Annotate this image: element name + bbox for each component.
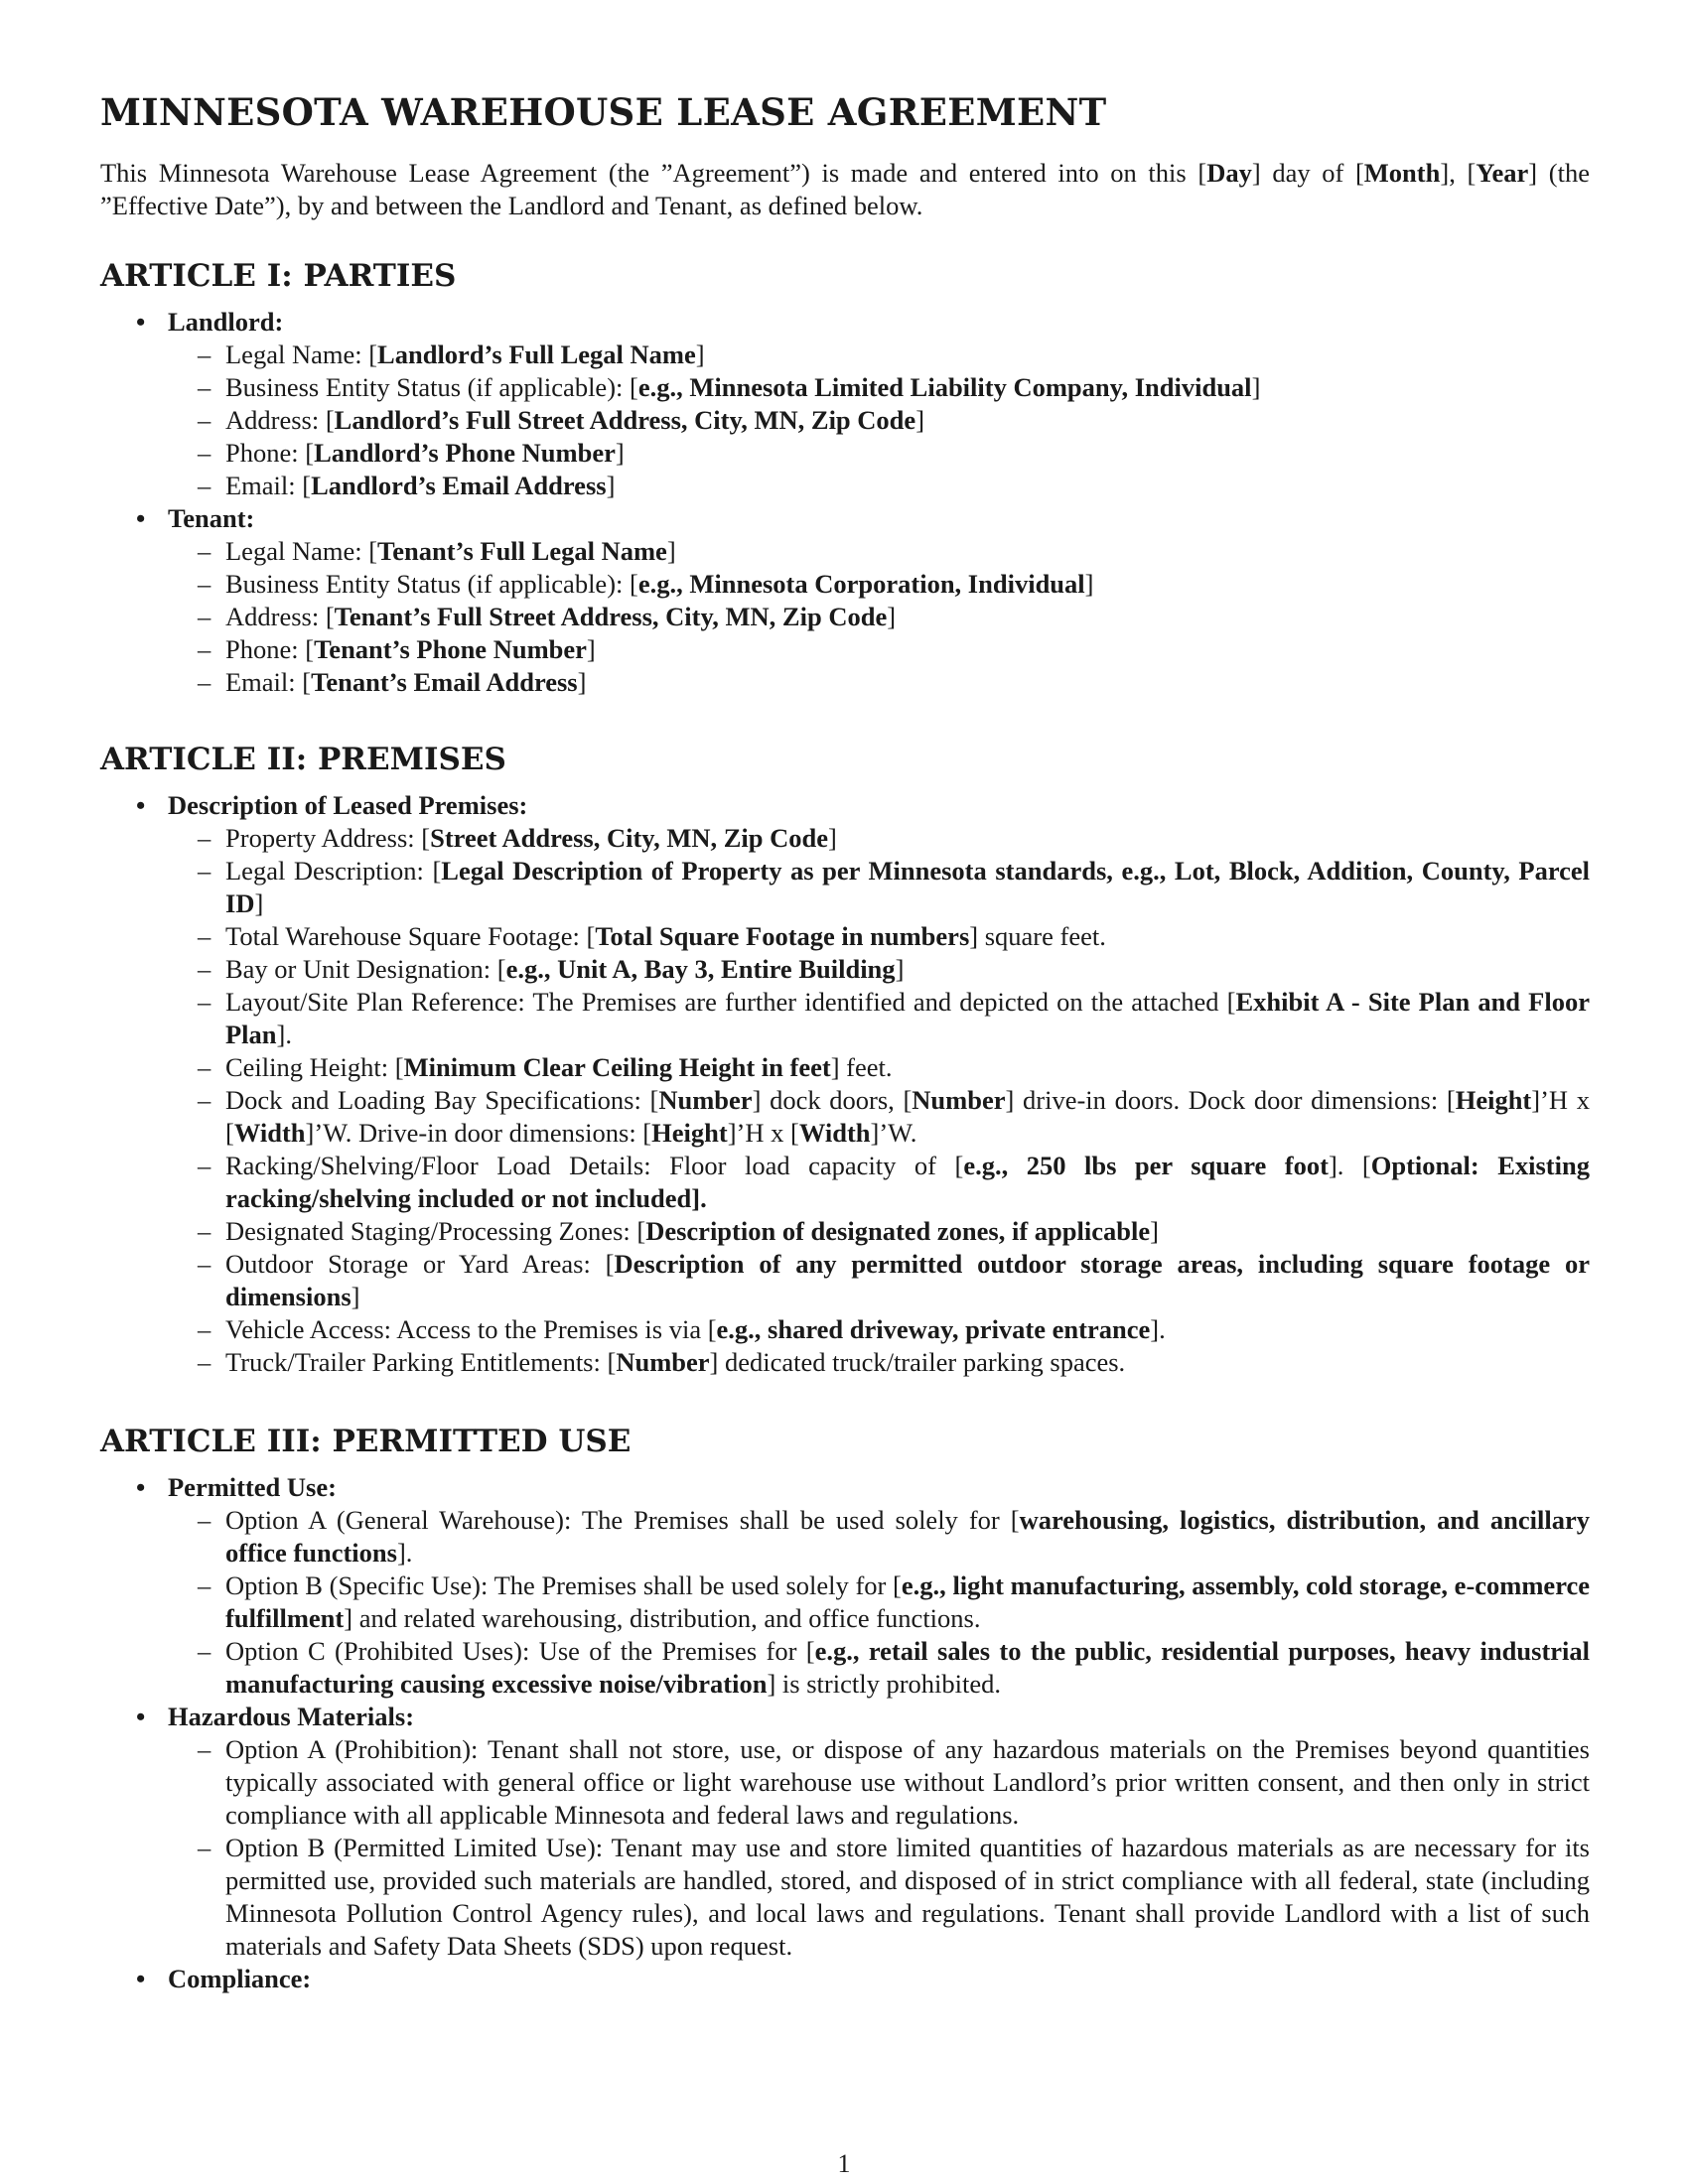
- document-title: MINNESOTA WAREHOUSE LEASE AGREEMENT: [100, 90, 1107, 134]
- permitted-use-label: Permitted Use:: [168, 1472, 337, 1502]
- dash-icon: –: [198, 954, 211, 984]
- option-b-specific: – Option B (Specific Use): The Premises shall be used solely for [e.g., light manufacturing, assembly, cold storage, e-commerce fulfillment] and related warehousing, distribution, and office functions.: [198, 1570, 1590, 1633]
- permitted-use-options: [168, 1504, 1590, 1701]
- landlord-phone: – Phone: [Landlord’s Phone Number]: [198, 438, 625, 468]
- option-c-prohibited: – Option C (Prohibited Uses): Use of the Premises for [e.g., retail sales to the public, residential purposes, heavy industrial manufacturing causing excessive noise/vibration] is strictly prohibited.: [198, 1636, 1590, 1699]
- dash-icon: –: [198, 1151, 211, 1180]
- staging-zones: – Designated Staging/Processing Zones: [Description of designated zones, if applicable]: [198, 1216, 1159, 1246]
- bullet-icon: •: [136, 1702, 146, 1731]
- dash-icon: –: [198, 372, 211, 402]
- tenant-item: [100, 502, 1590, 699]
- tenant-phone: – Phone: [Tenant’s Phone Number]: [198, 634, 596, 664]
- bullet-icon: •: [136, 790, 146, 820]
- premises-details: [168, 822, 1590, 1379]
- dash-icon: –: [198, 340, 211, 369]
- landlord-item: [100, 306, 1590, 502]
- outdoor-storage: – Outdoor Storage or Yard Areas: [Description of any permitted outdoor storage areas, including square footage or dimensions]: [198, 1249, 1590, 1311]
- parties-list: [100, 306, 1590, 699]
- tenant-address: – Address: [Tenant’s Full Street Address, City, MN, Zip Code]: [198, 602, 897, 631]
- bay-designation: – Bay or Unit Designation: [e.g., Unit A, Bay 3, Entire Building]: [198, 954, 905, 984]
- day-placeholder: Day: [1206, 158, 1252, 188]
- dash-icon: –: [198, 1314, 211, 1344]
- hazardous-materials-label: Hazardous Materials:: [168, 1702, 415, 1731]
- dash-icon: –: [198, 823, 211, 853]
- tenant-email: – Email: [Tenant’s Email Address]: [198, 667, 587, 697]
- bullet-icon: •: [136, 503, 146, 533]
- tenant-label: Tenant:: [168, 503, 255, 533]
- dash-icon: –: [198, 405, 211, 435]
- dash-icon: –: [198, 1833, 211, 1862]
- dash-icon: –: [198, 856, 211, 886]
- hazard-option-b: – Option B (Permitted Limited Use): Tenant may use and store limited quantities of hazardous materials as are necessary for its permitted use, provided such materials are handled, stored, and disposed of in strict compliance with all federal, state (including Minnesota Pollution Control Agency rules), and local laws and regulations. Tenant shall provide Landlord with a list of such materials and Safety Data Sheets (SDS) upon request.: [198, 1833, 1590, 1961]
- hazardous-materials-item: [100, 1701, 1590, 1963]
- landlord-entity-status: – Business Entity Status (if applicable): [e.g., Minnesota Limited Liability Company, Individual]: [198, 372, 1261, 402]
- compliance-label: Compliance:: [168, 1964, 312, 1993]
- option-a-general: – Option A (General Warehouse): The Premises shall be used solely for [warehousing, logistics, distribution, and ancillary office functions].: [198, 1505, 1590, 1568]
- dash-icon: –: [198, 438, 211, 468]
- dash-icon: –: [198, 1216, 211, 1246]
- bullet-icon: •: [136, 1472, 146, 1502]
- dash-icon: –: [198, 1570, 211, 1600]
- dash-icon: –: [198, 471, 211, 500]
- dash-icon: –: [198, 667, 211, 697]
- compliance-item: [100, 1963, 1590, 1995]
- landlord-details: [168, 339, 1590, 502]
- landlord-label: Landlord:: [168, 307, 284, 337]
- dash-icon: –: [198, 1505, 211, 1535]
- bullet-icon: •: [136, 1964, 146, 1993]
- month-placeholder: Month: [1363, 158, 1441, 188]
- landlord-legal-name: – Legal Name: [Landlord’s Full Legal Name]: [198, 340, 705, 369]
- racking-details: – Racking/Shelving/Floor Load Details: Floor load capacity of [e.g., 250 lbs per square foot]. [Optional: Existing racking/shelving included or not included].: [198, 1151, 1590, 1213]
- page-number: 1: [837, 2149, 851, 2178]
- dash-icon: –: [198, 602, 211, 631]
- dash-icon: –: [198, 1636, 211, 1666]
- dash-icon: –: [198, 1052, 211, 1082]
- hazard-option-a: – Option A (Prohibition): Tenant shall not store, use, or dispose of any hazardous materials on the Premises beyond quantities typically associated with general office or light warehouse use without Landlord’s prior written consent, and then only in strict compliance with all applicable Minnesota and federal laws and regulations.: [198, 1734, 1590, 1830]
- ceiling-height: – Ceiling Height: [Minimum Clear Ceiling Height in feet] feet.: [198, 1052, 893, 1082]
- truck-parking: – Truck/Trailer Parking Entitlements: [Number] dedicated truck/trailer parking spaces.: [198, 1347, 1126, 1377]
- article-3-heading: ARTICLE III: PERMITTED USE: [100, 1424, 632, 1459]
- square-footage: – Total Warehouse Square Footage: [Total Square Footage in numbers] square feet.: [198, 921, 1106, 951]
- article-1-heading: ARTICLE I: PARTIES: [100, 258, 457, 294]
- permitted-use-list: [100, 1471, 1590, 1995]
- premises-description-item: [100, 789, 1590, 1379]
- bullet-icon: •: [136, 307, 146, 337]
- property-address: – Property Address: [Street Address, City, MN, Zip Code]: [198, 823, 837, 853]
- permitted-use-item: [100, 1471, 1590, 1701]
- dash-icon: –: [198, 921, 211, 951]
- tenant-details: [168, 535, 1590, 699]
- hazardous-materials-options: [168, 1733, 1590, 1963]
- article-2-heading: ARTICLE II: PREMISES: [100, 742, 506, 777]
- premises-description-label: Description of Leased Premises:: [168, 790, 528, 820]
- dock-specifications: – Dock and Loading Bay Specifications: [Number] dock doors, [Number] drive-in doors. Dock door dimensions: [Height]’H x [Width]’W. Drive-in door dimensions: [Height]’H x [Width]’W.: [198, 1085, 1590, 1148]
- year-placeholder: Year: [1476, 158, 1529, 188]
- premises-list: [100, 789, 1590, 1379]
- landlord-address: – Address: [Landlord’s Full Street Address, City, MN, Zip Code]: [198, 405, 925, 435]
- dash-icon: –: [198, 1734, 211, 1764]
- tenant-entity-status: – Business Entity Status (if applicable): [e.g., Minnesota Corporation, Individual]: [198, 569, 1094, 599]
- dash-icon: –: [198, 987, 211, 1017]
- dash-icon: –: [198, 1085, 211, 1115]
- layout-reference: – Layout/Site Plan Reference: The Premises are further identified and depicted on the attached [Exhibit A - Site Plan and Floor Plan].: [198, 987, 1590, 1049]
- lease-document: [100, 87, 1590, 1995]
- vehicle-access: – Vehicle Access: Access to the Premises is via [e.g., shared driveway, private entrance].: [198, 1314, 1166, 1344]
- dash-icon: –: [198, 536, 211, 566]
- tenant-legal-name: – Legal Name: [Tenant’s Full Legal Name]: [198, 536, 676, 566]
- dash-icon: –: [198, 1249, 211, 1279]
- landlord-email: – Email: [Landlord’s Email Address]: [198, 471, 616, 500]
- dash-icon: –: [198, 1347, 211, 1377]
- dash-icon: –: [198, 569, 211, 599]
- intro-paragraph: This Minnesota Warehouse Lease Agreement (the ”Agreement”) is made and entered into on this [Day] day of [Month], [Year] (the ”Effective Date”), by and between the Landlord and Tenant, as defined below.: [100, 158, 1590, 220]
- dash-icon: –: [198, 634, 211, 664]
- legal-description: – Legal Description: [Legal Description of Property as per Minnesota standards, e.g., Lot, Block, Addition, County, Parcel ID]: [198, 856, 1590, 918]
